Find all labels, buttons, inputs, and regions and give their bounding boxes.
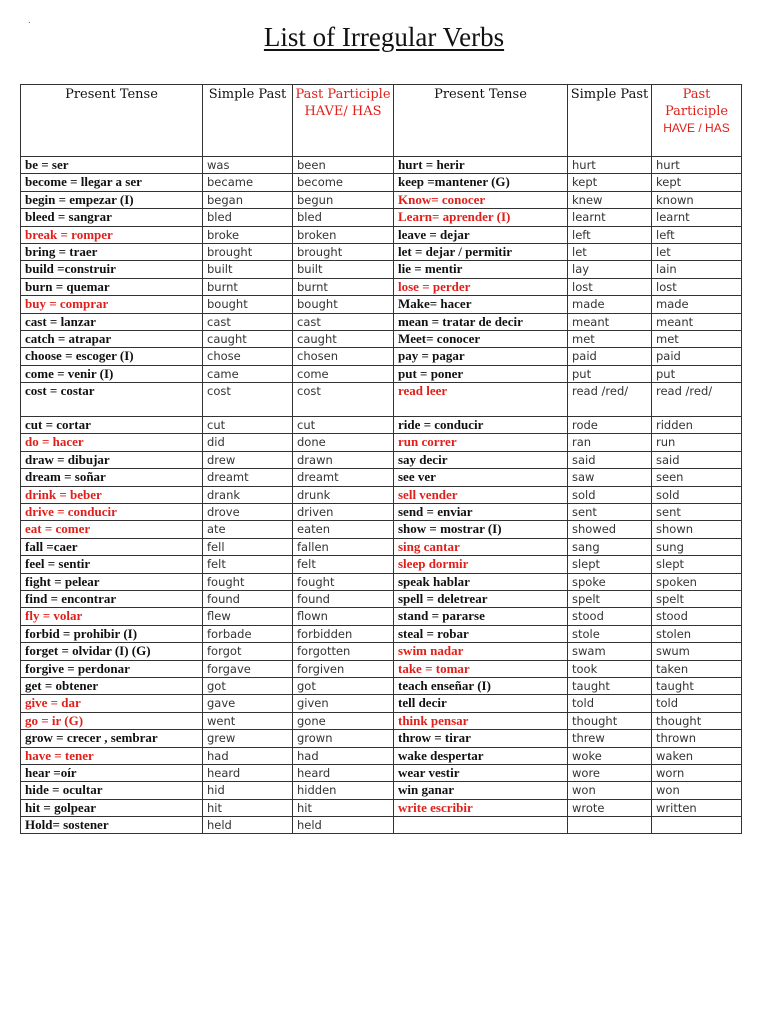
verb-simple-past-left: hit	[203, 799, 293, 816]
verb-present-right: put = poner	[394, 365, 568, 382]
verb-simple-past-left: grew	[203, 730, 293, 747]
verb-simple-past-right: hurt	[568, 157, 652, 174]
verb-present-right: swim nadar	[394, 643, 568, 660]
verb-simple-past-left: cast	[203, 313, 293, 330]
verb-simple-past-right: meant	[568, 313, 652, 330]
verb-past-participle-left: done	[293, 434, 394, 451]
verb-simple-past-left: felt	[203, 556, 293, 573]
table-row	[21, 556, 742, 573]
verb-simple-past-left: found	[203, 590, 293, 607]
verb-past-participle-left: been	[293, 157, 394, 174]
table-row	[21, 434, 742, 451]
verb-simple-past-left: began	[203, 191, 293, 208]
page-title: List of Irregular Verbs	[263, 22, 505, 52]
verb-present-left: forget = olvidar (I) (G)	[21, 643, 203, 660]
verb-simple-past-right: woke	[568, 747, 652, 764]
header-participle-right-line2: HAVE / HAS	[663, 121, 730, 135]
verb-simple-past-left: burnt	[203, 278, 293, 295]
verb-present-left: cast = lanzar	[21, 313, 203, 330]
verb-past-participle-left: eaten	[293, 521, 394, 538]
verb-past-participle-left: burnt	[293, 278, 394, 295]
verb-simple-past-left: ate	[203, 521, 293, 538]
verb-present-left: go = ir (G)	[21, 712, 203, 729]
verb-simple-past-right: learnt	[568, 209, 652, 226]
verb-past-participle-left: hit	[293, 799, 394, 816]
verb-past-participle-right: worn	[652, 764, 742, 781]
table-row	[21, 590, 742, 607]
verb-present-left: catch = atrapar	[21, 330, 203, 347]
verb-simple-past-left: forgot	[203, 643, 293, 660]
verb-present-right: take = tomar	[394, 660, 568, 677]
verb-past-participle-right: hurt	[652, 157, 742, 174]
table-row	[21, 625, 742, 642]
verb-past-participle-left: felt	[293, 556, 394, 573]
table-row	[21, 174, 742, 191]
verb-simple-past-left: did	[203, 434, 293, 451]
verb-past-participle-left: got	[293, 677, 394, 694]
verb-simple-past-right: thought	[568, 712, 652, 729]
table-row	[21, 243, 742, 260]
verb-present-right: speak hablar	[394, 573, 568, 590]
verb-past-participle-right: spelt	[652, 590, 742, 607]
table-row	[21, 365, 742, 382]
table-row	[21, 486, 742, 503]
verb-simple-past-right: read /red/	[568, 383, 652, 417]
verb-present-left: buy = comprar	[21, 296, 203, 313]
verb-simple-past-left: heard	[203, 764, 293, 781]
table-body	[21, 157, 742, 834]
verb-simple-past-right: kept	[568, 174, 652, 191]
header-participle-right-line1: Past Participle	[664, 87, 729, 119]
verb-past-participle-right: meant	[652, 313, 742, 330]
verb-past-participle-right: thrown	[652, 730, 742, 747]
verb-simple-past-left: chose	[203, 348, 293, 365]
verb-simple-past-left: caught	[203, 330, 293, 347]
verb-present-left: be = ser	[21, 157, 203, 174]
verb-past-participle-right: made	[652, 296, 742, 313]
verb-past-participle-left: dreamt	[293, 469, 394, 486]
verb-past-participle-right: seen	[652, 469, 742, 486]
verb-past-participle-right: paid	[652, 348, 742, 365]
verb-simple-past-left: dreamt	[203, 469, 293, 486]
verb-simple-past-right: put	[568, 365, 652, 382]
table-row	[21, 782, 742, 799]
verb-present-left: get = obtener	[21, 677, 203, 694]
header-past-participle-left	[293, 85, 394, 157]
verb-simple-past-right: swam	[568, 643, 652, 660]
verb-present-left: eat = comer	[21, 521, 203, 538]
verb-simple-past-left: had	[203, 747, 293, 764]
verb-present-right: write escribir	[394, 799, 568, 816]
verb-past-participle-left: brought	[293, 243, 394, 260]
verb-simple-past-right: wore	[568, 764, 652, 781]
verb-past-participle-left: begun	[293, 191, 394, 208]
verb-present-right: steal = robar	[394, 625, 568, 642]
verb-present-right: lie = mentir	[394, 261, 568, 278]
verb-past-participle-left: forgotten	[293, 643, 394, 660]
verb-past-participle-right: sent	[652, 504, 742, 521]
table-row	[21, 538, 742, 555]
verb-simple-past-left: gave	[203, 695, 293, 712]
verb-past-participle-left: forgiven	[293, 660, 394, 677]
verb-present-left: feel = sentir	[21, 556, 203, 573]
verb-past-participle-right: told	[652, 695, 742, 712]
verb-past-participle-left: given	[293, 695, 394, 712]
table-row	[21, 608, 742, 625]
verb-present-right: Know= conocer	[394, 191, 568, 208]
verb-present-right: hurt = herir	[394, 157, 568, 174]
verb-simple-past-left: brought	[203, 243, 293, 260]
verb-past-participle-right: shown	[652, 521, 742, 538]
table-row	[21, 383, 742, 417]
table-row	[21, 157, 742, 174]
verb-simple-past-right: taught	[568, 677, 652, 694]
verb-present-right: ride = conducir	[394, 417, 568, 434]
verb-present-right: sing cantar	[394, 538, 568, 555]
verb-present-right: read leer	[394, 383, 568, 417]
verb-simple-past-right: threw	[568, 730, 652, 747]
verb-past-participle-right: let	[652, 243, 742, 260]
verb-past-participle-left: driven	[293, 504, 394, 521]
verb-present-right: lose = perder	[394, 278, 568, 295]
verb-past-participle-left: caught	[293, 330, 394, 347]
verb-past-participle-right: kept	[652, 174, 742, 191]
verb-past-participle-left: grown	[293, 730, 394, 747]
verb-simple-past-left: forbade	[203, 625, 293, 642]
page-dot-mark: .	[28, 16, 31, 25]
verb-present-left: find = encontrar	[21, 590, 203, 607]
verb-past-participle-right: left	[652, 226, 742, 243]
verb-past-participle-right: written	[652, 799, 742, 816]
verb-present-left: have = tener	[21, 747, 203, 764]
verb-present-right: keep =mantener (G)	[394, 174, 568, 191]
verb-simple-past-right: told	[568, 695, 652, 712]
verb-simple-past-right: left	[568, 226, 652, 243]
verb-present-left: fall =caer	[21, 538, 203, 555]
verb-simple-past-left: flew	[203, 608, 293, 625]
verb-past-participle-left: come	[293, 365, 394, 382]
table-row	[21, 278, 742, 295]
verb-simple-past-left: went	[203, 712, 293, 729]
verb-past-participle-left: forbidden	[293, 625, 394, 642]
verb-present-right: mean = tratar de decir	[394, 313, 568, 330]
verb-present-left: drink = beber	[21, 486, 203, 503]
verb-past-participle-left: found	[293, 590, 394, 607]
verb-present-right: tell decir	[394, 695, 568, 712]
verb-simple-past-right: stole	[568, 625, 652, 642]
verb-simple-past-right: sent	[568, 504, 652, 521]
verb-present-right: win ganar	[394, 782, 568, 799]
table-row	[21, 521, 742, 538]
table-row	[21, 209, 742, 226]
verb-past-participle-right: slept	[652, 556, 742, 573]
verb-past-participle-right: said	[652, 451, 742, 468]
verb-present-right	[394, 817, 568, 834]
verb-past-participle-right: lost	[652, 278, 742, 295]
verb-past-participle-right: sung	[652, 538, 742, 555]
verb-present-left: bleed = sangrar	[21, 209, 203, 226]
verb-simple-past-right: rode	[568, 417, 652, 434]
verb-present-right: spell = deletrear	[394, 590, 568, 607]
verb-present-left: cost = costar	[21, 383, 203, 417]
header-present-tense-right: Present Tense	[394, 85, 568, 157]
verb-present-right: stand = pararse	[394, 608, 568, 625]
table-header-row	[21, 85, 742, 157]
verb-simple-past-right: lost	[568, 278, 652, 295]
verb-present-right: throw = tirar	[394, 730, 568, 747]
verb-present-left: break = romper	[21, 226, 203, 243]
verb-present-right: let = dejar / permitir	[394, 243, 568, 260]
verb-past-participle-right: won	[652, 782, 742, 799]
verb-present-right: sleep dormir	[394, 556, 568, 573]
verb-present-left: begin = empezar (I)	[21, 191, 203, 208]
table-row	[21, 573, 742, 590]
table-row	[21, 451, 742, 468]
verb-present-right: leave = dejar	[394, 226, 568, 243]
table-row	[21, 313, 742, 330]
verb-simple-past-left: fought	[203, 573, 293, 590]
verb-simple-past-right: sang	[568, 538, 652, 555]
table-row	[21, 712, 742, 729]
verb-simple-past-left: came	[203, 365, 293, 382]
verb-simple-past-right: showed	[568, 521, 652, 538]
verb-past-participle-left: fallen	[293, 538, 394, 555]
verb-past-participle-left: broken	[293, 226, 394, 243]
verb-past-participle-left: built	[293, 261, 394, 278]
verb-past-participle-left: bought	[293, 296, 394, 313]
verb-present-right: see ver	[394, 469, 568, 486]
table-row	[21, 660, 742, 677]
verb-present-left: come = venir (I)	[21, 365, 203, 382]
verb-present-left: hide = ocultar	[21, 782, 203, 799]
table-row	[21, 747, 742, 764]
verb-present-right: pay = pagar	[394, 348, 568, 365]
verb-simple-past-left: bled	[203, 209, 293, 226]
verb-past-participle-left: cast	[293, 313, 394, 330]
table-row	[21, 261, 742, 278]
verb-simple-past-left: became	[203, 174, 293, 191]
verb-present-right: Meet= conocer	[394, 330, 568, 347]
verb-present-right: sell vender	[394, 486, 568, 503]
verb-present-right: say decir	[394, 451, 568, 468]
verb-present-left: grow = crecer , sembrar	[21, 730, 203, 747]
verb-past-participle-left: gone	[293, 712, 394, 729]
verb-simple-past-right	[568, 817, 652, 834]
verb-simple-past-right: met	[568, 330, 652, 347]
verb-present-left: hit = golpear	[21, 799, 203, 816]
verb-past-participle-left: become	[293, 174, 394, 191]
verb-past-participle-right: known	[652, 191, 742, 208]
verb-past-participle-right: stolen	[652, 625, 742, 642]
table-row	[21, 764, 742, 781]
verb-past-participle-right: waken	[652, 747, 742, 764]
verb-past-participle-left: chosen	[293, 348, 394, 365]
header-past-participle-right	[652, 85, 742, 157]
verb-simple-past-right: sold	[568, 486, 652, 503]
verb-past-participle-right: met	[652, 330, 742, 347]
verb-simple-past-right: wrote	[568, 799, 652, 816]
verb-simple-past-right: saw	[568, 469, 652, 486]
verb-simple-past-left: was	[203, 157, 293, 174]
table-row	[21, 417, 742, 434]
verb-simple-past-right: spelt	[568, 590, 652, 607]
header-participle-left-line2: HAVE/ HAS	[304, 104, 382, 119]
verb-present-left: hear =oír	[21, 764, 203, 781]
verb-past-participle-right: sold	[652, 486, 742, 503]
table-row	[21, 695, 742, 712]
verb-simple-past-left: broke	[203, 226, 293, 243]
verb-present-left: forgive = perdonar	[21, 660, 203, 677]
verb-simple-past-left: held	[203, 817, 293, 834]
verb-simple-past-left: cost	[203, 383, 293, 417]
verb-past-participle-left: held	[293, 817, 394, 834]
table-row	[21, 643, 742, 660]
verb-past-participle-right: stood	[652, 608, 742, 625]
verb-present-left: draw = dibujar	[21, 451, 203, 468]
verb-simple-past-left: cut	[203, 417, 293, 434]
verb-simple-past-right: made	[568, 296, 652, 313]
table-row	[21, 296, 742, 313]
verb-past-participle-left: bled	[293, 209, 394, 226]
verb-simple-past-right: slept	[568, 556, 652, 573]
verb-past-participle-right: run	[652, 434, 742, 451]
verb-past-participle-left: drawn	[293, 451, 394, 468]
table-row	[21, 330, 742, 347]
verb-simple-past-left: bought	[203, 296, 293, 313]
verb-past-participle-left: fought	[293, 573, 394, 590]
verb-present-left: fight = pelear	[21, 573, 203, 590]
verb-present-left: forbid = prohibir (I)	[21, 625, 203, 642]
verb-past-participle-left: cost	[293, 383, 394, 417]
table-row	[21, 226, 742, 243]
verb-present-right: Learn= aprender (I)	[394, 209, 568, 226]
verb-present-left: give = dar	[21, 695, 203, 712]
verb-present-left: bring = traer	[21, 243, 203, 260]
verb-present-left: do = hacer	[21, 434, 203, 451]
header-present-tense-left: Present Tense	[21, 85, 203, 157]
verb-simple-past-right: let	[568, 243, 652, 260]
verb-present-right: teach enseñar (I)	[394, 677, 568, 694]
verb-present-left: choose = escoger (I)	[21, 348, 203, 365]
verb-past-participle-right: learnt	[652, 209, 742, 226]
header-simple-past-right: Simple Past	[568, 85, 652, 157]
verb-simple-past-left: drew	[203, 451, 293, 468]
header-participle-left-line1: Past Participle	[295, 87, 391, 102]
verb-present-right: send = enviar	[394, 504, 568, 521]
verb-past-participle-right: thought	[652, 712, 742, 729]
table-row	[21, 799, 742, 816]
verb-present-left: burn = quemar	[21, 278, 203, 295]
verb-simple-past-right: spoke	[568, 573, 652, 590]
verb-past-participle-right: spoken	[652, 573, 742, 590]
verb-simple-past-right: won	[568, 782, 652, 799]
verb-simple-past-right: ran	[568, 434, 652, 451]
table-row	[21, 348, 742, 365]
verb-past-participle-right: taught	[652, 677, 742, 694]
verb-simple-past-right: lay	[568, 261, 652, 278]
irregular-verbs-table	[20, 84, 742, 834]
verb-present-left: become = llegar a ser	[21, 174, 203, 191]
verb-simple-past-right: knew	[568, 191, 652, 208]
verb-simple-past-left: built	[203, 261, 293, 278]
verb-past-participle-left: had	[293, 747, 394, 764]
verb-simple-past-right: took	[568, 660, 652, 677]
verb-present-left: Hold= sostener	[21, 817, 203, 834]
table-row	[21, 817, 742, 834]
verb-past-participle-right: taken	[652, 660, 742, 677]
verb-simple-past-left: fell	[203, 538, 293, 555]
table-row	[21, 504, 742, 521]
verb-simple-past-left: got	[203, 677, 293, 694]
verb-simple-past-left: drank	[203, 486, 293, 503]
verb-past-participle-right: read /red/	[652, 383, 742, 417]
verb-present-left: dream = soñar	[21, 469, 203, 486]
verb-simple-past-right: paid	[568, 348, 652, 365]
verb-past-participle-left: heard	[293, 764, 394, 781]
verb-present-right: run correr	[394, 434, 568, 451]
verb-past-participle-right	[652, 817, 742, 834]
verb-past-participle-left: flown	[293, 608, 394, 625]
verb-present-left: drive = conducir	[21, 504, 203, 521]
verb-past-participle-right: ridden	[652, 417, 742, 434]
verb-present-right: Make= hacer	[394, 296, 568, 313]
verb-simple-past-left: hid	[203, 782, 293, 799]
verb-simple-past-left: forgave	[203, 660, 293, 677]
verb-past-participle-left: cut	[293, 417, 394, 434]
verb-past-participle-right: put	[652, 365, 742, 382]
verb-simple-past-right: stood	[568, 608, 652, 625]
verb-present-right: wake despertar	[394, 747, 568, 764]
verb-present-right: think pensar	[394, 712, 568, 729]
verb-present-right: show = mostrar (I)	[394, 521, 568, 538]
verb-present-left: fly = volar	[21, 608, 203, 625]
table-row	[21, 469, 742, 486]
verb-past-participle-right: swum	[652, 643, 742, 660]
verb-present-left: build =construir	[21, 261, 203, 278]
verb-present-right: wear vestir	[394, 764, 568, 781]
table-row	[21, 730, 742, 747]
verb-simple-past-left: drove	[203, 504, 293, 521]
table-row	[21, 191, 742, 208]
verb-present-left: cut = cortar	[21, 417, 203, 434]
table-row	[21, 677, 742, 694]
verb-simple-past-right: said	[568, 451, 652, 468]
verb-past-participle-left: hidden	[293, 782, 394, 799]
header-simple-past-left: Simple Past	[203, 85, 293, 157]
verb-past-participle-right: lain	[652, 261, 742, 278]
verb-past-participle-left: drunk	[293, 486, 394, 503]
